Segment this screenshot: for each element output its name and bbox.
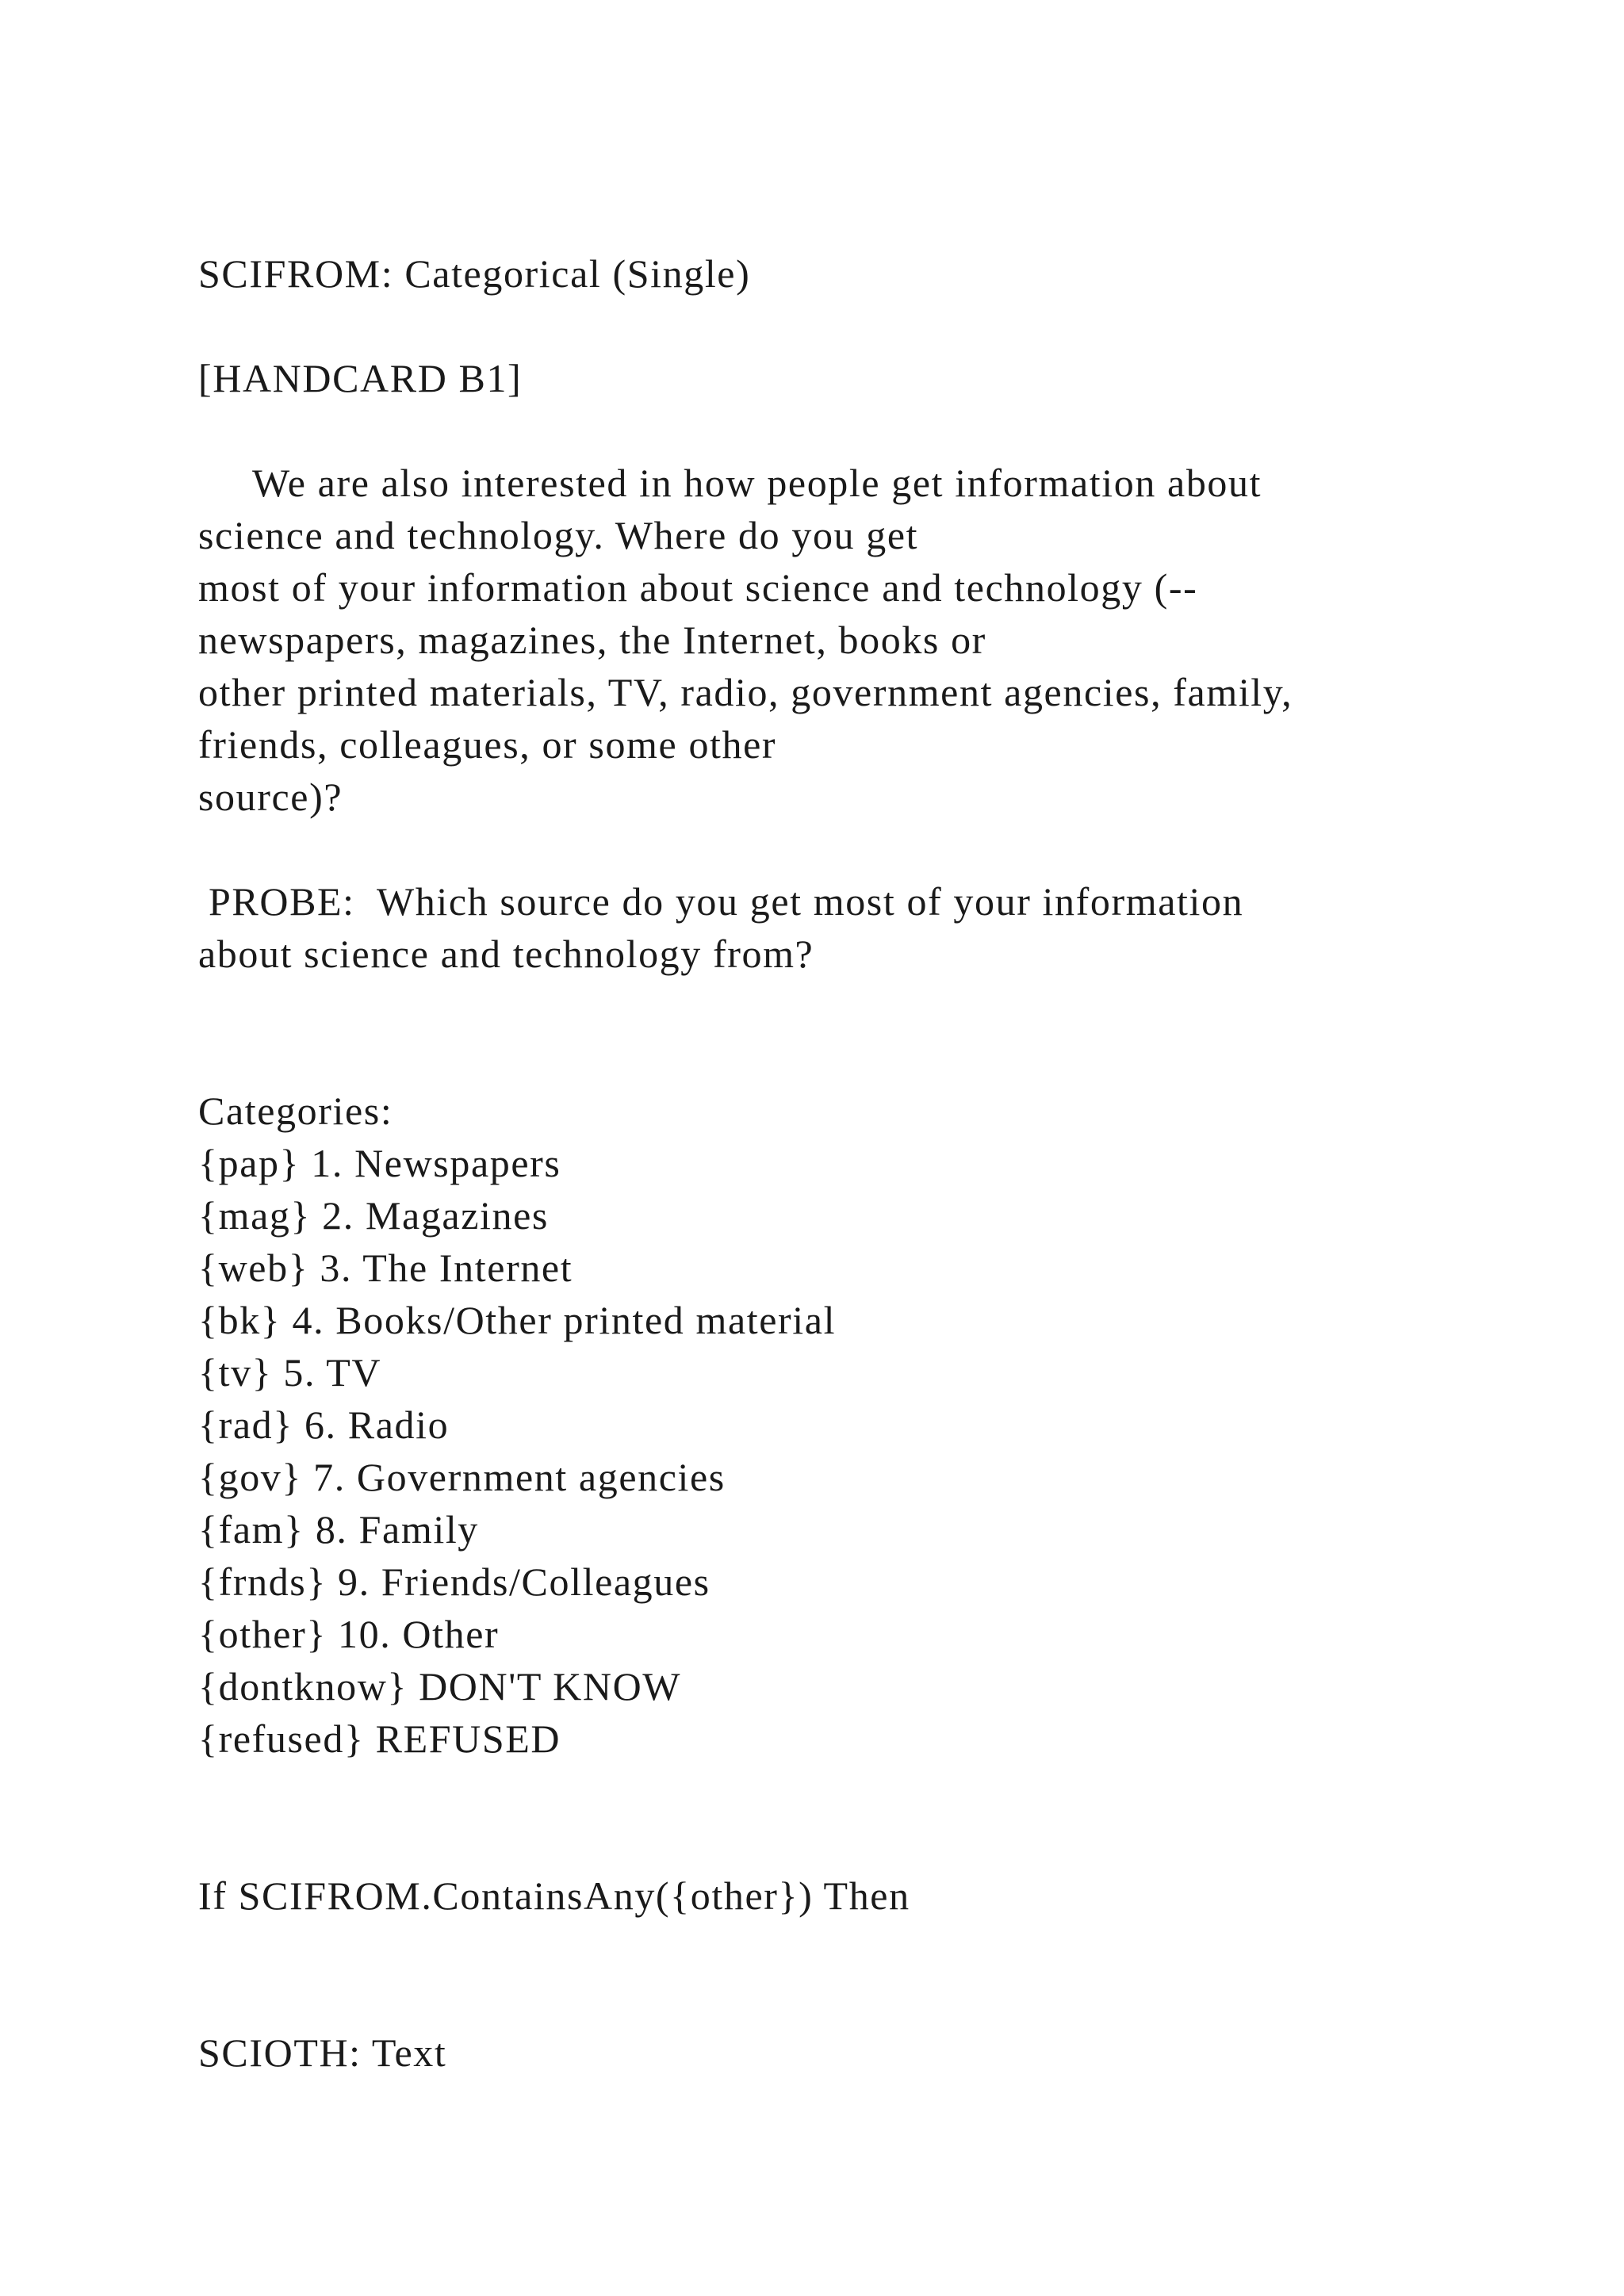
question-text-line: science and technology. Where do you get <box>198 513 919 557</box>
probe-text-line: about science and technology from? <box>198 932 814 976</box>
category-item: {other} 10. Other <box>198 1612 500 1656</box>
followup-header: SCIOTH: Text <box>198 2030 447 2075</box>
categories-heading: Categories: <box>198 1089 393 1133</box>
category-item: {pap} 1. Newspapers <box>198 1141 561 1185</box>
question-text-line: other printed materials, TV, radio, government agencies, family, <box>198 670 1293 714</box>
handcard-label: [HANDCARD B1] <box>198 356 523 400</box>
logic-condition: If SCIFROM.ContainsAny({other}) Then <box>198 1873 910 1918</box>
category-item: {web} 3. The Internet <box>198 1246 573 1290</box>
category-item: {rad} 6. Radio <box>198 1402 450 1447</box>
question-text-line: most of your information about science and technology (-- <box>198 565 1198 610</box>
question-text-line: source)? <box>198 775 343 819</box>
probe-text-line: PROBE: Which source do you get most of your information <box>209 879 1244 924</box>
category-item: {bk} 4. Books/Other printed material <box>198 1298 837 1342</box>
question-text-line: newspapers, magazines, the Internet, books or <box>198 618 986 662</box>
category-item: {mag} 2. Magazines <box>198 1193 549 1238</box>
question-text-line: We are also interested in how people get information about <box>252 461 1262 505</box>
category-item: {refused} REFUSED <box>198 1716 561 1761</box>
category-item: {tv} 5. TV <box>198 1350 382 1395</box>
category-item: {frnds} 9. Friends/Colleagues <box>198 1559 710 1604</box>
question-text-line: friends, colleagues, or some other <box>198 722 777 767</box>
question-header: SCIFROM: Categorical (Single) <box>198 251 751 296</box>
category-item: {dontknow} DON'T KNOW <box>198 1664 682 1709</box>
category-item: {gov} 7. Government agencies <box>198 1455 726 1499</box>
category-item: {fam} 8. Family <box>198 1507 479 1552</box>
